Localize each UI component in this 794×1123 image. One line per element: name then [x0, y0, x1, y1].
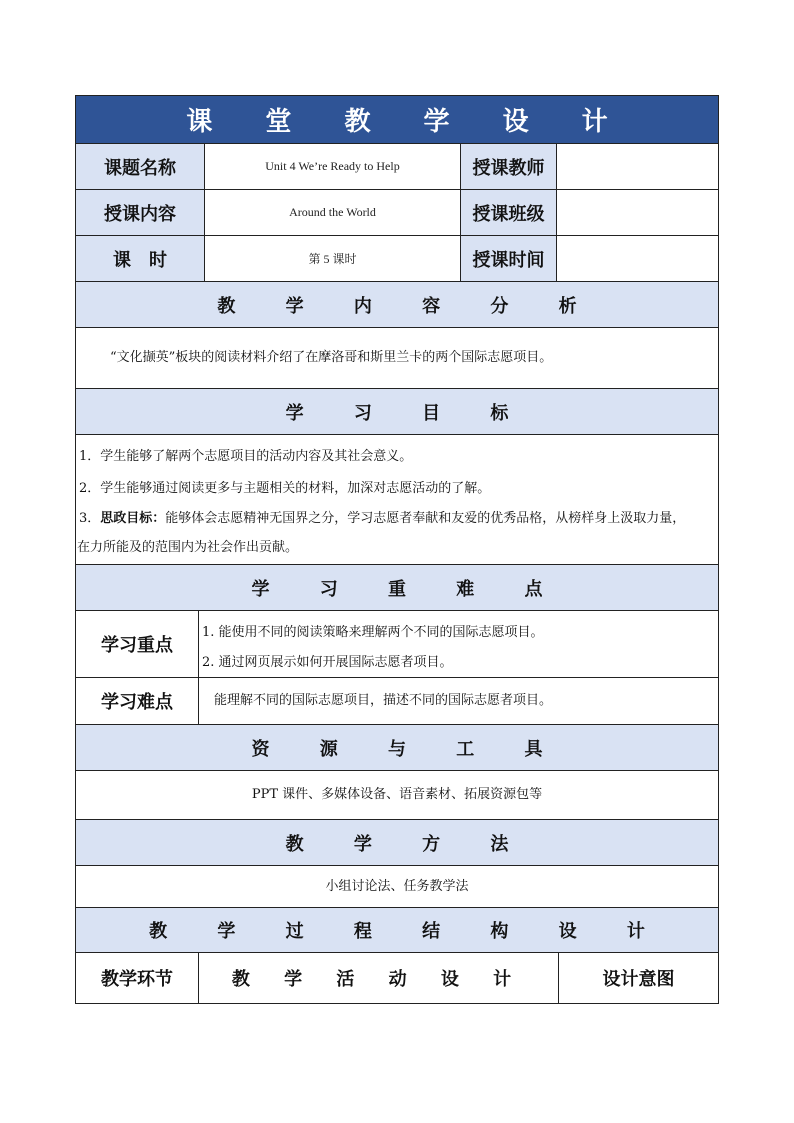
analysis-text: “文化撷英”板块的阅读材料介绍了在摩洛哥和斯里兰卡的两个国际志愿项目。 [110, 350, 553, 365]
resources-header [76, 724, 718, 770]
process-header [76, 907, 718, 952]
difficult-row [76, 677, 718, 724]
title-row [76, 96, 718, 143]
content-label: 授课内容 [76, 190, 204, 235]
process-col-stage: 教学环节 [101, 969, 173, 990]
process-columns [76, 952, 718, 1003]
key-item-1: 1. 能使用不同的阅读策略来理解两个不同的国际志愿项目。 [202, 625, 544, 640]
objective-item-3 [79, 507, 685, 526]
methods-heading: 教 学 方 法 [285, 833, 531, 855]
keypoints-heading: 学 习 重 难 点 [251, 578, 565, 600]
objective-item-3-prefix: 3． [79, 511, 101, 526]
process-col-intent: 设计意图 [558, 953, 718, 1003]
objectives-heading: 学 习 目 标 [285, 402, 531, 424]
resources-heading: 资 源 与 工 具 [251, 738, 565, 760]
methods-text: 小组讨论法、任务教学法 [325, 878, 469, 894]
methods-header [76, 819, 718, 865]
content-value: Around the World [204, 190, 460, 235]
process-heading: 教 学 过 程 结 构 设 计 [149, 921, 667, 942]
teacher-label: 授课教师 [460, 144, 556, 189]
time-value [556, 236, 718, 281]
key-label: 学习重点 [101, 635, 173, 656]
period-label: 课 时 [76, 236, 204, 281]
teacher-value [556, 144, 718, 189]
topic-value: Unit 4 We’re Ready to Help [204, 144, 460, 189]
objective-item-2: 2．学生能够通过阅读更多与主题相关的材料，加深对志愿活动的了解。 [79, 481, 491, 496]
class-value [556, 190, 718, 235]
info-row-period [76, 235, 718, 281]
period-value: 第 5 课时 [204, 236, 460, 281]
process-col-activity [198, 953, 558, 1003]
info-row-topic [76, 143, 718, 189]
process-col-activity-text: 教 学 活 动 设 计 [231, 969, 526, 990]
info-row-content [76, 189, 718, 235]
page-title: 课 堂 教 学 设 计 [186, 107, 630, 137]
difficult-label: 学习难点 [101, 692, 173, 713]
class-label: 授课班级 [460, 190, 556, 235]
analysis-header [76, 281, 718, 327]
methods-body [76, 865, 718, 907]
resources-text: PPT 课件、多媒体设备、语音素材、拓展资源包等 [251, 787, 543, 802]
objective-item-1: 1．学生能够了解两个志愿项目的活动内容及其社会意义。 [79, 449, 413, 464]
objective-keyword: 思政目标： [100, 511, 166, 526]
topic-label: 课题名称 [76, 144, 204, 189]
analysis-heading: 教 学 内 容 分 析 [217, 295, 599, 317]
objectives-body [76, 434, 718, 564]
key-item-2: 2. 通过网页展示如何开展国际志愿者项目。 [202, 655, 453, 670]
objectives-header [76, 388, 718, 434]
objective-item-3-line2: 在力所能及的范围内为社会作出贡献。 [77, 540, 299, 555]
time-label: 授课时间 [460, 236, 556, 281]
analysis-body [76, 327, 718, 388]
key-row [76, 610, 718, 677]
resources-body [76, 770, 718, 819]
difficult-text: 能理解不同的国际志愿项目，描述不同的国际志愿者项目。 [214, 693, 553, 708]
objective-item-3-line1: 能够体会志愿精神无国界之分，学习志愿者奉献和友爱的优秀品格，从榜样身上汲取力量， [165, 511, 686, 526]
keypoints-header [76, 564, 718, 610]
lesson-plan-table [75, 95, 719, 1004]
